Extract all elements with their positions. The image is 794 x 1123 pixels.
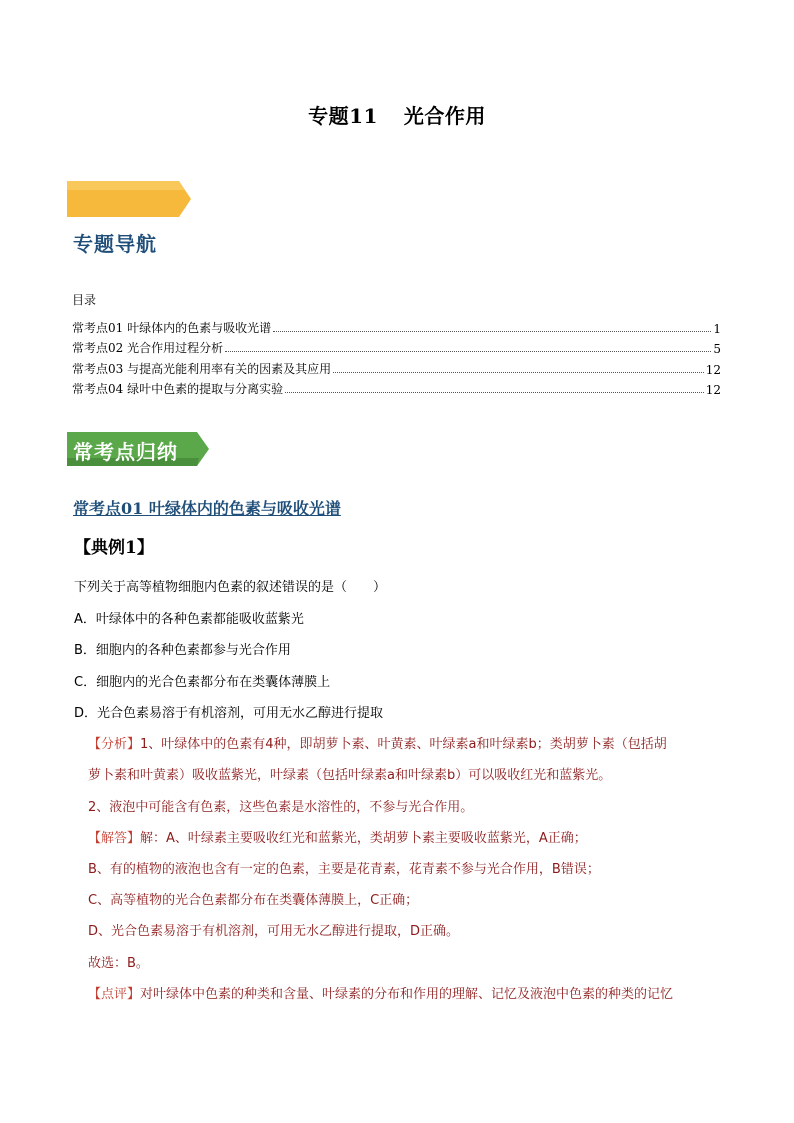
- solution-line-3: C、高等植物的光合色素都分布在类囊体薄膜上，C正确；: [88, 893, 419, 908]
- comment-line-1: [88, 983, 673, 1002]
- toc-item-label: 常考点04 绿叶中色素的提取与分离实验: [72, 382, 284, 396]
- option-a: A．叶绿体中的各种色素都能吸收蓝紫光: [74, 612, 304, 627]
- nav-heading: 专题导航: [73, 232, 157, 256]
- section-heading: 常考点归纳: [73, 440, 178, 464]
- question-stem: 下列关于高等植物细胞内色素的叙述错误的是（ ）: [74, 580, 387, 595]
- toc-title: 目录: [72, 293, 97, 307]
- option-c: C．细胞内的光合色素都分布在类囊体薄膜上: [74, 675, 331, 690]
- solution-line-1: [88, 827, 587, 846]
- toc-item-page: 12: [705, 383, 721, 397]
- comment-tag: 【点评】: [88, 987, 141, 1002]
- option-b: B．细胞内的各种色素都参与光合作用: [74, 643, 291, 658]
- toc-item-page: 12: [705, 362, 721, 377]
- toc-leader-dots: [285, 392, 704, 393]
- title-topic-name: 光合作用: [403, 104, 486, 128]
- table-of-contents: [72, 315, 721, 397]
- point-heading-link[interactable]: 常考点01 叶绿体内的色素与吸收光谱: [73, 499, 341, 518]
- toc-item[interactable]: [72, 315, 721, 336]
- toc-leader-dots: [225, 351, 711, 352]
- toc-item-page: 5: [713, 342, 721, 356]
- comment-text: 对叶绿体中色素的种类和含量、叶绿素的分布和作用的理解、记忆及液泡中色素的种类的记忆: [140, 987, 674, 1002]
- analysis-line-1: [88, 733, 667, 752]
- page-title: [0, 100, 794, 129]
- analysis-line-2: 萝卜素和叶黄素）吸收蓝紫光，叶绿素（包括叶绿素a和叶绿素b）可以吸收红光和蓝紫光。: [88, 768, 612, 783]
- solution-line-4: D、光合色素易溶于有机溶剂，可用无水乙醇进行提取，D正确。: [88, 924, 460, 939]
- toc-leader-dots: [273, 331, 711, 332]
- solution-line-5: 故选：B。: [88, 956, 149, 971]
- analysis-text: 1、叶绿体中的色素有4种，即胡萝卜素、叶黄素、叶绿素a和叶绿素b；类胡萝卜素（包括胡: [140, 737, 667, 752]
- toc-item[interactable]: [72, 356, 721, 377]
- solution-text: 解：A、叶绿素主要吸收红光和蓝紫光，类胡萝卜素主要吸收蓝紫光，A正确；: [140, 831, 587, 846]
- title-topic-number: 专题11: [308, 104, 378, 128]
- toc-item[interactable]: [72, 336, 721, 357]
- toc-leader-dots: [333, 372, 704, 373]
- analysis-line-3: 2、液泡中可能含有色素，这些色素是水溶性的，不参与光合作用。: [88, 800, 474, 815]
- toc-item[interactable]: [72, 377, 721, 398]
- solution-line-2: B、有的植物的液泡也含有一定的色素，主要是花青素，花青素不参与光合作用，B错误；: [88, 862, 600, 877]
- option-d: D．光合色素易溶于有机溶剂，可用无水乙醇进行提取: [74, 706, 384, 721]
- toc-item-label: 常考点02 光合作用过程分析: [72, 341, 224, 355]
- solution-tag: 【解答】: [88, 831, 141, 846]
- example-label: 【典例1】: [74, 538, 154, 558]
- analysis-tag: 【分析】: [88, 737, 141, 752]
- toc-item-label: 常考点01 叶绿体内的色素与吸收光谱: [72, 320, 272, 335]
- toc-item-page: 1: [713, 321, 721, 336]
- toc-item-label: 常考点03 与提高光能利用率有关的因素及其应用: [72, 361, 332, 376]
- orange-ribbon-decoration: [67, 181, 191, 217]
